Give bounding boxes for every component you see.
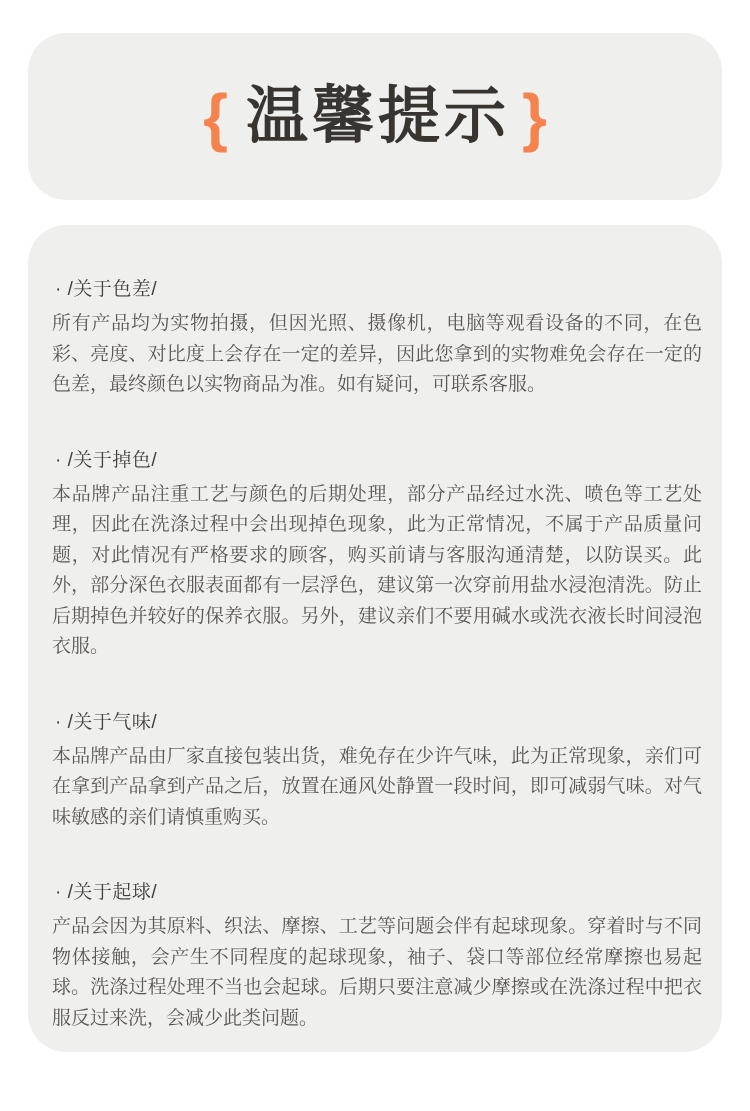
section-color-fading: [52, 446, 702, 663]
page-title: 温馨提示: [245, 81, 510, 151]
section-body-odor: 本品牌产品由厂家直接包装出货，难免存在少许气味，此为正常现象，亲们可在拿到产品拿到产品之后，放置在通风处静置一段时间，即可减弱气味。对气味敏感的亲们请慎重购买。: [52, 745, 702, 828]
section-pilling: [52, 878, 702, 1034]
section-body-pilling: 产品会因为其原料、织法、摩擦、工艺等问题会伴有起球现象。穿着时与不同物体接触，会产生不同程度的起球现象，袖子、袋口等部位经常摩擦也易起球。洗涤过程处理不当也会起球。后期只要注意减少摩擦或在洗涤过程中把衣服反过来洗，会减少此类问题。: [52, 916, 702, 1029]
left-brace-decoration: {: [203, 80, 228, 153]
section-body-color-difference: 所有产品均为实物拍摄，但因光照、摄像机，电脑等观看设备的不同，在色彩、亮度、对比度上会存在一定的差异，因此您拿到的实物难免会存在一定的色差，最终颜色以实物商品为准。如有疑问，可联系客服。: [52, 313, 702, 395]
section-body-color-fading: 本品牌产品注重工艺与颜色的后期处理，部分产品经过水洗、喷色等工艺处理，因此在洗涤过程中会出现掉色现象，此为正常情况，不属于产品质量问题，对此情况有严格要求的顾客，购买前请与客服沟通清楚，以防误买。此外，部分深色衣服表面都有一层浮色，建议第一次穿前用盐水浸泡清洗。防止后期掉色并较好的保养衣服。另外，建议亲们不要用碱水或洗衣液长时间浸泡衣服。: [52, 483, 702, 657]
notice-card: [28, 225, 722, 1052]
section-title-color-difference: · /关于色差/: [55, 279, 158, 300]
section-title-color-fading: · /关于掉色/: [55, 449, 158, 471]
section-color-difference: [52, 275, 702, 401]
header-card: [28, 33, 722, 200]
section-title-odor: · /关于气味/: [55, 711, 158, 733]
section-odor: [52, 708, 702, 834]
right-brace-decoration: }: [522, 80, 547, 153]
section-title-pilling: · /关于起球/: [55, 882, 158, 903]
